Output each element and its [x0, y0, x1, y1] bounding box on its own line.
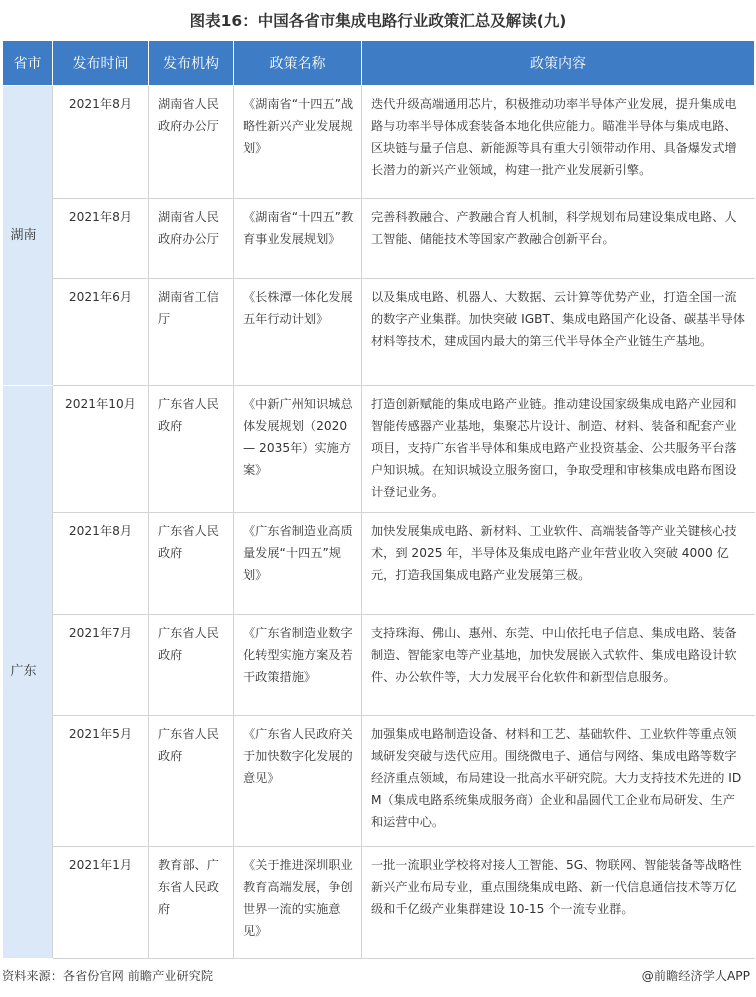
org-cell: 广东省人民政府 [149, 615, 234, 716]
province-cell: 湖南 [3, 86, 53, 386]
name-cell: 《湖南省“十四五”战略性新兴产业发展规划》 [234, 86, 362, 199]
content-cell: 迭代升级高端通用芯片，积极推动功率半导体产业发展，提升集成电路与功率半导体成套装备本地化供应能力。瞄准半导体与集成电路、区块链与量子信息、新能源等具有重大引领带动作用、具备爆发式增长潜力的新兴产业领域，构建一批产业发展新引擎。 [362, 86, 755, 199]
table-row [3, 279, 755, 386]
source-note: 资料来源：各省份官网 前瞻产业研究院 [2, 969, 214, 983]
name-cell: 《广东省制造业数字化转型实施方案及若干政策措施》 [234, 615, 362, 716]
date-cell: 2021年8月 [53, 513, 149, 615]
date-cell: 2021年8月 [53, 86, 149, 199]
content-cell: 以及集成电路、机器人、大数据、云计算等优势产业，打造全国一流的数字产业集群。加快突破 IGBT、集成电路国产化设备、碳基半导体材料等技术，建成国内最大的第三代半导体全产业链生产基地。 [362, 279, 755, 386]
content-cell: 一批一流职业学校将对接人工智能、5G、物联网、智能装备等战略性新兴产业布局专业，重点围绕集成电路、新一代信息通信技术等万亿级和千亿级产业集群建设 10-15 个一流专业群。 [362, 847, 755, 959]
content-cell: 打造创新赋能的集成电路产业链。推动建设国家级集成电路产业园和智能传感器产业基地，集聚芯片设计、制造、材料、装备和配套产业项目，支持广东省半导体和集成电路产业投资基金、公共服务平台落户知识城。在知识城设立服务窗口，争取受理和审核集成电路布图设计登记业务。 [362, 386, 755, 513]
date-cell: 2021年5月 [53, 716, 149, 847]
header-name: 政策名称 [234, 41, 362, 86]
name-cell: 《广东省人民政府关于加快数字化发展的意见》 [234, 716, 362, 847]
date-cell: 2021年8月 [53, 199, 149, 279]
table-row [3, 386, 755, 513]
header-date: 发布时间 [53, 41, 149, 86]
table-row [3, 716, 755, 847]
province-cell: 广东 [3, 386, 53, 959]
name-cell: 《长株潭一体化发展五年行动计划》 [234, 279, 362, 386]
table-body [3, 86, 755, 959]
table-row [3, 615, 755, 716]
policy-table-container [2, 40, 754, 959]
table-row [3, 199, 755, 279]
org-cell: 广东省人民政府 [149, 513, 234, 615]
org-cell: 广东省人民政府 [149, 716, 234, 847]
name-cell: 《广东省制造业高质量发展“十四五”规划》 [234, 513, 362, 615]
date-cell: 2021年6月 [53, 279, 149, 386]
date-cell: 2021年1月 [53, 847, 149, 959]
name-cell: 《关于推进深圳职业教育高端发展，争创世界一流的实施意见》 [234, 847, 362, 959]
content-cell: 支持珠海、佛山、惠州、东莞、中山依托电子信息、集成电路、装备制造、智能家电等产业基地，加快发展嵌入式软件、集成电路设计软件、办公软件等，大力发展平台化软件和新型信息服务。 [362, 615, 755, 716]
page-title: 图表16：中国各省市集成电路行业政策汇总及解读(九) [189, 12, 567, 30]
header-province: 省市 [3, 41, 53, 86]
content-cell: 加快发展集成电路、新材料、工业软件、高端装备等产业关键核心技术，到 2025 年，半导体及集成电路产业年营业收入突破 4000 亿元，打造我国集成电路产业发展第三极。 [362, 513, 755, 615]
org-cell: 湖南省人民政府办公厅 [149, 86, 234, 199]
header-content: 政策内容 [362, 41, 755, 86]
header-org: 发布机构 [149, 41, 234, 86]
date-cell: 2021年10月 [53, 386, 149, 513]
org-cell: 教育部、广东省人民政府 [149, 847, 234, 959]
credit-note: @前瞻经济学人APP [641, 969, 750, 983]
org-cell: 广东省人民政府 [149, 386, 234, 513]
date-cell: 2021年7月 [53, 615, 149, 716]
org-cell: 湖南省工信厅 [149, 279, 234, 386]
table-row [3, 86, 755, 199]
policy-table [2, 40, 755, 959]
org-cell: 湖南省人民政府办公厅 [149, 199, 234, 279]
table-header-row [3, 41, 755, 86]
content-cell: 完善科教融合、产教融合育人机制，科学规划布局建设集成电路、人工智能、储能技术等国家产教融合创新平台。 [362, 199, 755, 279]
table-row [3, 513, 755, 615]
name-cell: 《湖南省“十四五”教育事业发展规划》 [234, 199, 362, 279]
content-cell: 加强集成电路制造设备、材料和工艺、基础软件、工业软件等重点领域研发突破与迭代应用。围绕微电子、通信与网络、集成电路等数字经济重点领域，布局建设一批高水平研究院。大力支持技术先进的 IDM（集成电路系统集成服务商）企业和晶圆代工企业布局研发、生产和运营中心。 [362, 716, 755, 847]
table-row [3, 847, 755, 959]
name-cell: 《中新广州知识城总体发展规划（2020 — 2035年）实施方案》 [234, 386, 362, 513]
